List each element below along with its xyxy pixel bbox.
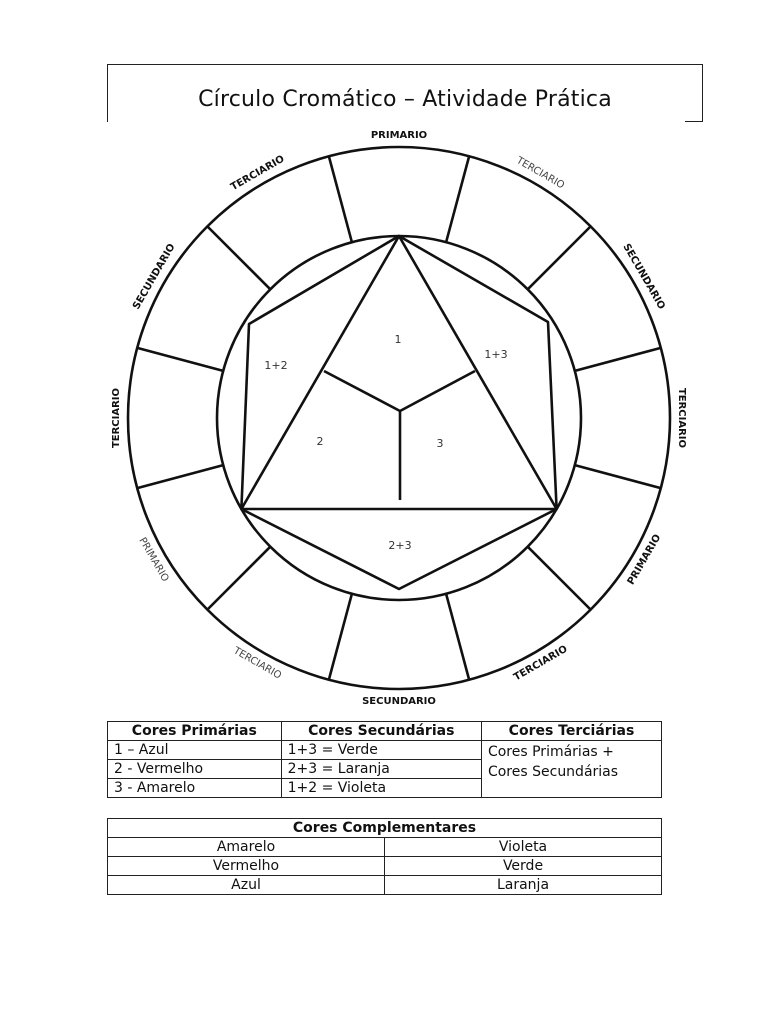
table-row [108, 857, 662, 876]
ring-divider [528, 226, 591, 289]
ring-label: TERCIARIO [514, 155, 567, 192]
ring-divider [207, 226, 270, 289]
header-terciarias: Cores Terciárias [481, 722, 661, 741]
comp-cell-left: Azul [108, 876, 385, 895]
secundaria-cell: 1+2 = Violeta [281, 779, 481, 798]
ring-label: SECUNDARIO [620, 242, 667, 312]
table-row [108, 838, 662, 857]
inner-labels [264, 333, 507, 552]
ring-divider [329, 156, 352, 242]
label-mix-right: 1+3 [484, 348, 508, 361]
ring-divider [137, 348, 223, 371]
secundaria-cell: 1+3 = Verde [281, 741, 481, 760]
ring-label: SECUNDARIO [362, 696, 436, 707]
ring-label: TERCIARIO [231, 645, 284, 682]
ring-label: PRIMARIO [136, 535, 171, 584]
center-divider [400, 371, 475, 411]
complementares-header-row [108, 819, 662, 838]
terciarias-line1: Cores Primárias + [487, 744, 614, 760]
comp-cell-right: Verde [385, 857, 662, 876]
wheel-shapes [128, 147, 670, 689]
ring-label: TERCIARIO [111, 387, 122, 449]
ring-label: PRIMARIO [625, 532, 664, 587]
ring-label: TERCIARIO [676, 387, 687, 449]
ring-label: TERCIARIO [511, 643, 570, 684]
comp-cell-right: Laranja [385, 876, 662, 895]
cores-table [107, 721, 662, 798]
ring-divider [575, 348, 661, 371]
ring-label: TERCIARIO [228, 153, 287, 194]
table-row [108, 741, 662, 760]
complementares-table [107, 818, 662, 895]
terciarias-line2: Cores Secundárias [487, 764, 619, 780]
page-title: Círculo Cromático – Atividade Prática [198, 87, 612, 112]
terciarias-cell [481, 741, 661, 798]
ring-divider [137, 465, 223, 488]
header-primarias: Cores Primárias [108, 722, 282, 741]
center-divider [324, 371, 400, 411]
label-center-left: 2 [316, 435, 324, 448]
cores-table-header-row [108, 722, 662, 741]
comp-cell-right: Violeta [385, 838, 662, 857]
label-mix-bottom: 2+3 [388, 539, 412, 552]
table-row [108, 876, 662, 895]
ring-divider [528, 547, 591, 610]
ring-divider [446, 156, 469, 242]
primaria-cell: 3 - Amarelo [108, 779, 282, 798]
header-complementares: Cores Complementares [108, 819, 662, 838]
ring-divider [329, 594, 352, 680]
comp-cell-left: Amarelo [108, 838, 385, 857]
primaria-cell: 1 – Azul [108, 741, 282, 760]
comp-cell-left: Vermelho [108, 857, 385, 876]
ring-label: SECUNDARIO [131, 242, 178, 312]
label-center-right: 3 [436, 437, 444, 450]
header-secundarias: Cores Secundárias [281, 722, 481, 741]
secundaria-cell: 2+3 = Laranja [281, 760, 481, 779]
ring-divider [575, 465, 661, 488]
label-center-top: 1 [394, 333, 402, 346]
ring-divider [446, 594, 469, 680]
ring-label: PRIMARIO [370, 130, 428, 141]
primaria-cell: 2 - Vermelho [108, 760, 282, 779]
ring-divider [207, 547, 270, 610]
label-mix-left: 1+2 [264, 359, 288, 372]
